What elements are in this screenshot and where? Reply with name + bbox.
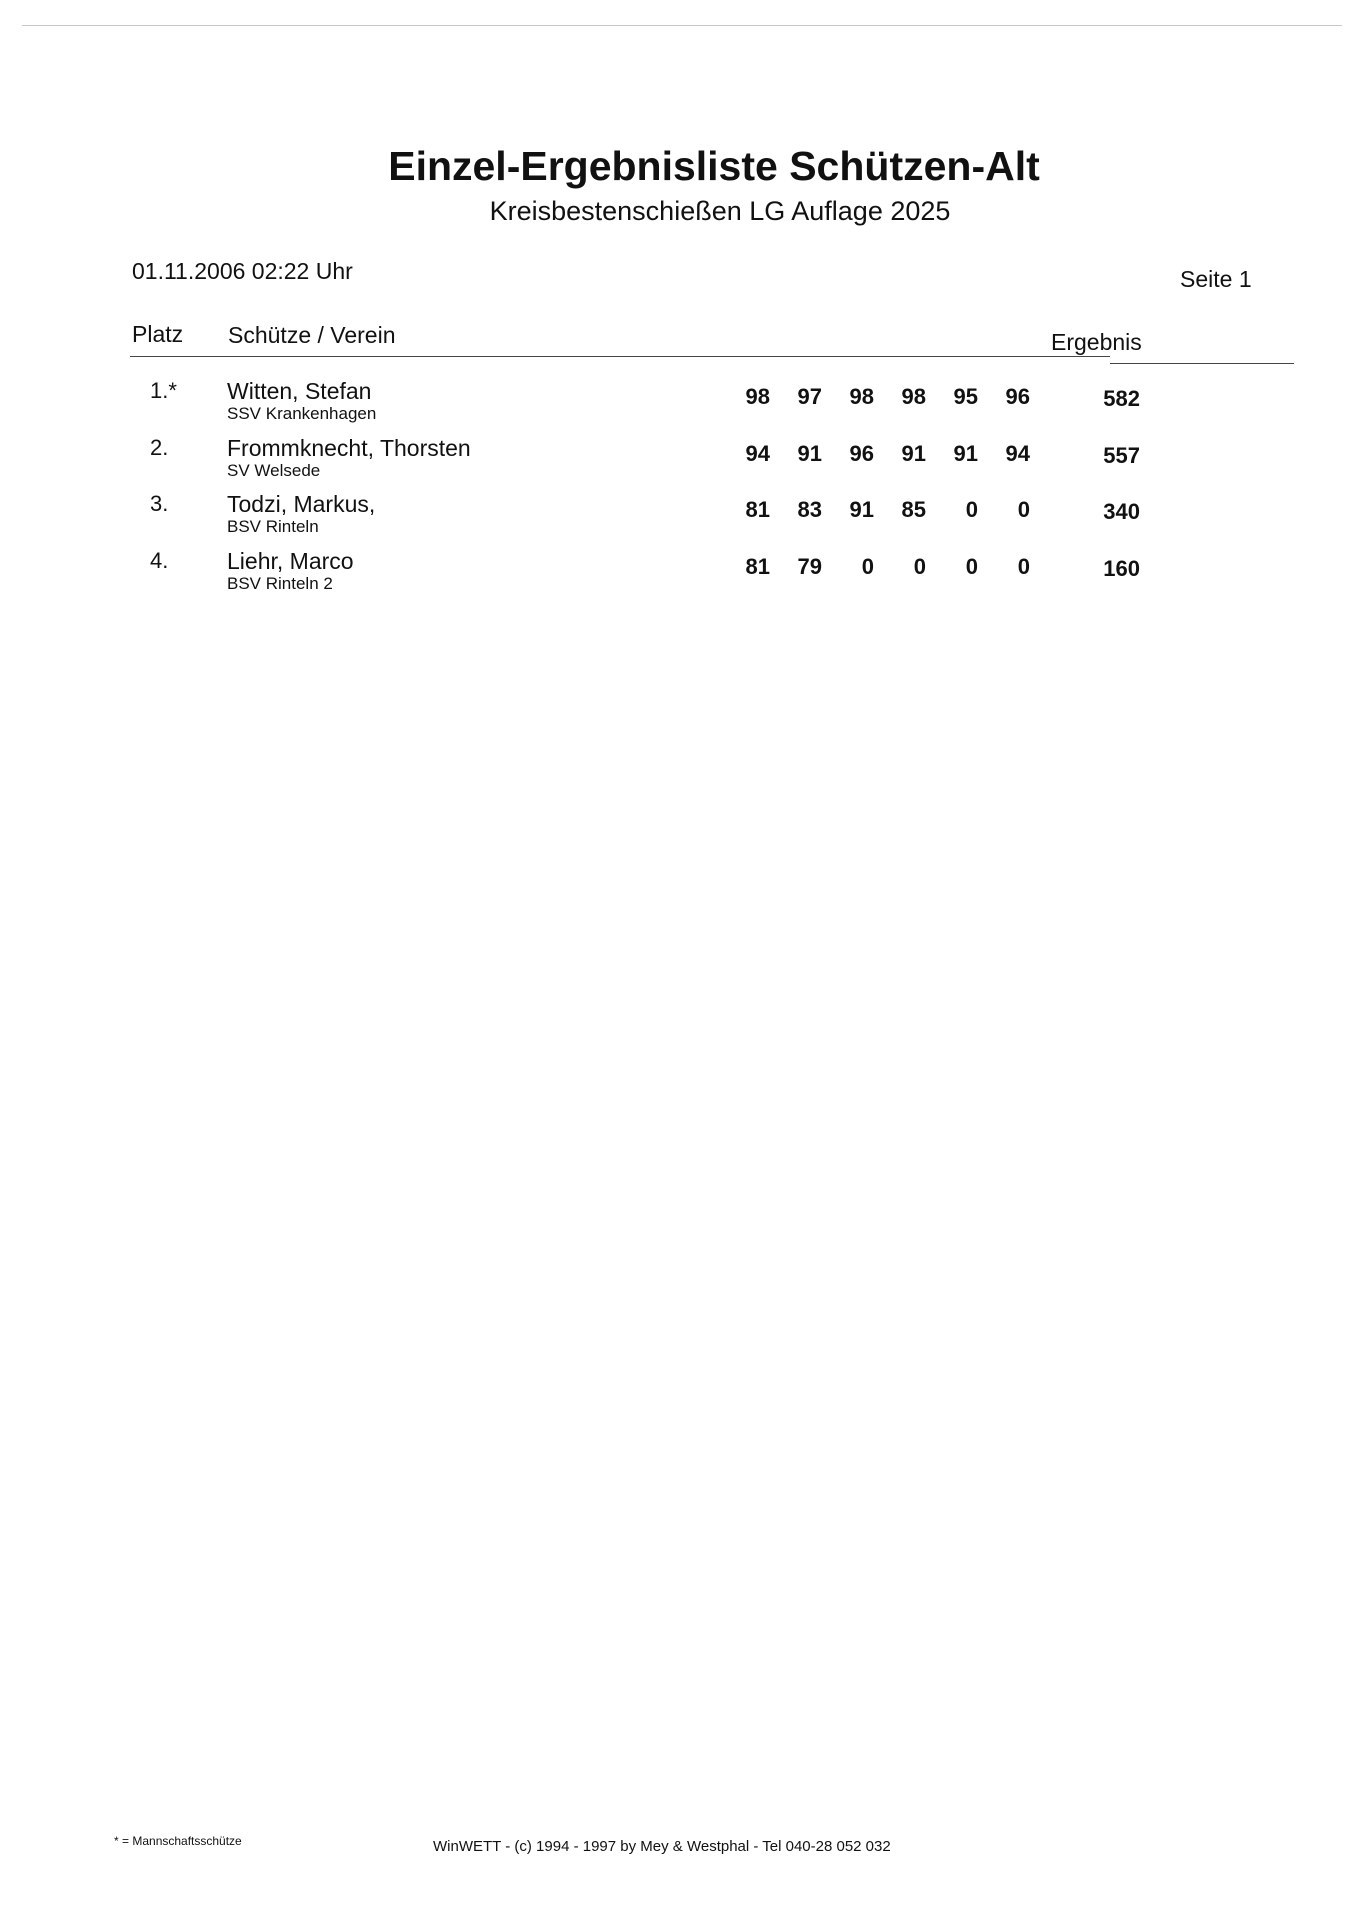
score-3: 96 — [849, 441, 874, 466]
footnote: * = Mannschaftsschütze — [114, 1834, 242, 1848]
score-6: 0 — [1017, 497, 1030, 522]
shooter-name: Frommknecht, Thorsten — [227, 435, 471, 461]
club-name: BSV Rinteln — [227, 517, 319, 536]
table-row — [0, 378, 1358, 434]
score-5: 0 — [965, 554, 978, 579]
rank: 1.* — [150, 378, 177, 403]
score-2: 79 — [797, 554, 822, 579]
header-divider-result — [1110, 363, 1294, 364]
score-5: 91 — [953, 441, 978, 466]
column-header-rank: Platz — [132, 321, 184, 347]
shooter-name: Liehr, Marco — [227, 548, 354, 574]
rank: 2. — [150, 435, 169, 460]
rank: 4. — [150, 548, 169, 573]
column-header-shooter: Schütze / Verein — [228, 322, 396, 348]
score-1: 98 — [745, 384, 770, 409]
score-4: 98 — [901, 384, 926, 409]
score-5: 95 — [953, 384, 978, 409]
page-subtitle: Kreisbestenschießen LG Auflage 2025 — [489, 196, 951, 226]
score-3: 0 — [861, 554, 874, 579]
club-name: SSV Krankenhagen — [227, 404, 377, 423]
page-number: Seite 1 — [1180, 266, 1252, 292]
score-4: 85 — [901, 497, 926, 522]
page-title: Einzel-Ergebnisliste Schützen-Alt — [388, 143, 1040, 189]
score-1: 94 — [745, 441, 770, 466]
column-header-result: Ergebnis — [1051, 329, 1142, 355]
shooter-name: Todzi, Markus, — [227, 491, 376, 517]
score-2: 97 — [797, 384, 822, 409]
shooter-name: Witten, Stefan — [227, 378, 372, 404]
score-2: 91 — [797, 441, 822, 466]
footer-credits: WinWETT - (c) 1994 - 1997 by Mey & Westphal - Tel 040-28 052 032 — [433, 1838, 891, 1855]
total-score: 557 — [1103, 443, 1140, 468]
score-6: 96 — [1005, 384, 1030, 409]
rank: 3. — [150, 491, 169, 516]
score-4: 91 — [901, 441, 926, 466]
score-1: 81 — [745, 554, 770, 579]
total-score: 582 — [1103, 386, 1140, 411]
print-datetime: 01.11.2006 02:22 Uhr — [132, 258, 353, 284]
table-row — [0, 491, 1358, 547]
score-6: 0 — [1017, 554, 1030, 579]
club-name: BSV Rinteln 2 — [227, 574, 333, 593]
score-3: 98 — [849, 384, 874, 409]
total-score: 160 — [1103, 556, 1140, 581]
score-5: 0 — [965, 497, 978, 522]
score-6: 94 — [1005, 441, 1030, 466]
header-divider — [130, 356, 1110, 357]
club-name: SV Welsede — [227, 461, 321, 480]
total-score: 340 — [1103, 499, 1140, 524]
score-2: 83 — [797, 497, 822, 522]
score-3: 91 — [849, 497, 874, 522]
score-1: 81 — [745, 497, 770, 522]
top-rule — [22, 25, 1342, 26]
score-4: 0 — [913, 554, 926, 579]
table-row — [0, 548, 1358, 604]
table-row — [0, 435, 1358, 491]
